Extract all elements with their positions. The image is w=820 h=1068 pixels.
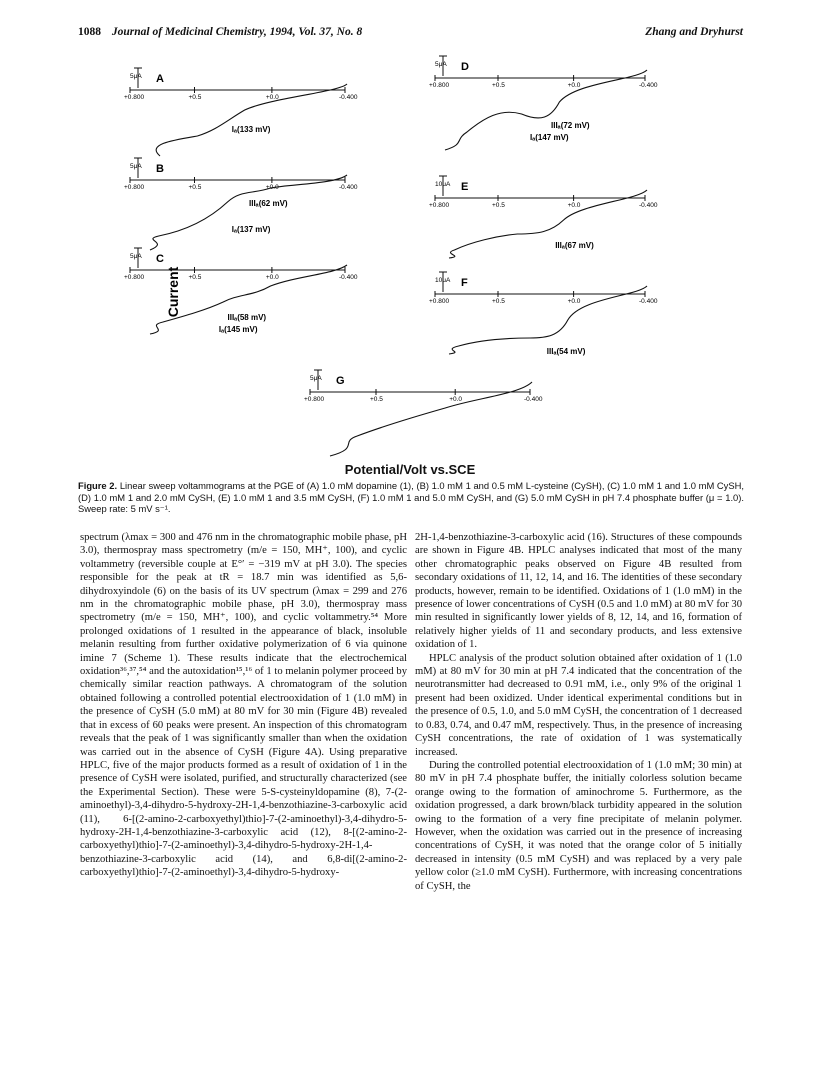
panel-label: B xyxy=(156,163,164,175)
scale-label: 10μA xyxy=(435,181,451,188)
panels-group xyxy=(124,56,658,456)
voltammogram-figure-svg xyxy=(120,48,730,460)
header-left xyxy=(78,26,362,38)
tick-label: -0.400 xyxy=(639,298,658,305)
tick-label: +0.0 xyxy=(265,274,279,281)
voltammogram-panel xyxy=(124,248,358,334)
page-header xyxy=(78,26,743,42)
panel-label: D xyxy=(461,61,469,73)
voltammogram-panel xyxy=(304,370,543,456)
page-number: 1088 xyxy=(78,26,101,38)
tick-label: +0.800 xyxy=(429,82,450,89)
tick-label: +0.0 xyxy=(567,82,581,89)
voltammogram-curve xyxy=(449,286,647,354)
panel-label: G xyxy=(336,375,345,387)
body-column-left xyxy=(80,531,407,880)
tick-label: +0.5 xyxy=(492,298,505,305)
scale-label: 10μA xyxy=(435,277,451,284)
tick-label: -0.400 xyxy=(339,184,358,191)
tick-label: +0.5 xyxy=(492,82,505,89)
y-axis-label: Current xyxy=(165,266,181,318)
scale-label: 5μA xyxy=(130,73,142,80)
tick-label: +0.800 xyxy=(429,298,450,305)
peak-label: IIIₐ(54 mV) xyxy=(546,347,586,356)
tick-label: -0.400 xyxy=(524,396,543,403)
voltammogram-figure xyxy=(120,48,730,460)
voltammogram-panel xyxy=(124,158,358,250)
body-paragraph: 2H-1,4-benzothiazine-3-carboxylic acid (16). Structures of these compounds are shown in Figure 4B. HPLC analyses indicated that most of the many other chromatographic peaks observed on Figure 4B resulted from secondary oxidations of 11, 12, 14, and 16. The identities of these secondary products, however, remain to be identified. Oxidations of 1 (1.0 mM) in the presence of lower concentrations of CySH (0.5 and 1.0 mM) at 80 mV for 30 min resulted in significantly lower yields of 8, 12, 14, and 16, formation of relatively higher yields of 11 and secondary products, and less extensive oxidation of 1. xyxy=(415,532,742,651)
peak-label: IIIₐ(67 mV) xyxy=(555,241,594,250)
body-paragraph: During the controlled potential electrooxidation of 1 (1.0 mM; 30 min) at 80 mV in pH 7.4 phosphate buffer, the initially colorless solution became orange owing to the formation of aminochrome 5. Furthermore, as the oxidation progressed, a dark brown/black turbidity appeared in the solution owing to the formation of a very fine precipitate of melanin polymer. However, when the oxidation was carried out in the presence of increasing concentrations of CySH, it was noted that the orange color of 5 initially decreased in intensity (0.5 mM CySH) and was replaced by a very pale yellow color (≥1.0 mM CySH). Furthermore, with increasing concentrations of CySH, the xyxy=(415,759,742,892)
voltammogram-curve xyxy=(449,190,647,258)
voltammogram-curve xyxy=(330,382,532,456)
voltammogram-panel xyxy=(429,272,658,356)
caption-text: Linear sweep voltammograms at the PGE of (A) 1.0 mM dopamine (1), (B) 1.0 mM 1 and 0.5 mM L-cysteine (CySH), (C) 1.0 mM 1 and 1.0 mM CySH, (D) 1.0 mM 1 and 2.0 mM CySH, (E) 1.0 mM 1 and 3.5 mM CySH, (F) 1.0 mM 1 and 5.0 mM CySH, and (G) 5.0 mM CySH in pH 7.4 phosphate buffer (μ = 1.0). Sweep rate: 5 mV s⁻¹. xyxy=(78,480,745,514)
tick-label: +0.0 xyxy=(265,184,279,191)
panel-label: C xyxy=(156,253,164,265)
figure-caption xyxy=(78,480,744,515)
body-column-right xyxy=(415,531,742,893)
tick-label: +0.5 xyxy=(188,184,202,191)
tick-label: +0.0 xyxy=(449,396,463,403)
tick-label: +0.0 xyxy=(567,202,581,209)
voltammogram-panel xyxy=(429,56,658,150)
peak-label: Iₐ(147 mV) xyxy=(530,133,569,142)
voltammogram-curve xyxy=(150,175,347,250)
caption-label: Figure 2. xyxy=(78,480,118,491)
panel-label: F xyxy=(461,277,468,289)
tick-label: +0.800 xyxy=(124,94,145,101)
scale-label: 5μA xyxy=(435,61,447,68)
scale-label: 5μA xyxy=(310,375,322,382)
voltammogram-panel xyxy=(124,68,358,156)
scale-label: 5μA xyxy=(130,253,142,260)
tick-label: +0.5 xyxy=(188,94,202,101)
journal-citation: Journal of Medicinal Chemistry, 1994, Vol. 37, No. 8 xyxy=(111,26,363,38)
voltammogram-panel xyxy=(429,176,658,258)
peak-label: IIIₐ(58 mV) xyxy=(227,313,267,322)
tick-label: +0.0 xyxy=(265,94,279,101)
tick-label: +0.800 xyxy=(124,274,145,281)
tick-label: +0.800 xyxy=(429,202,450,209)
peak-label: Iₐ(133 mV) xyxy=(231,125,271,134)
figure-x-axis-title: Potential/Volt vs.SCE xyxy=(344,462,476,477)
body-paragraph: HPLC analysis of the product solution obtained after oxidation of 1 (1.0 mM) at 80 mV for 30 min at pH 7.4 indicated that the concentration of the neurotransmitter had decreased to 0.91 mM, i.e., only 9% of the original 1 present had been oxidized. Under identical experimental conditions but in the presence of 0.5, 1.0, and 5.0 mM CySH, the concentration of 1 decreased to 0.83, 0.74, and 0.47 mM, respectively. Thus, in the presence of increasing CySH concentrations, the rate of oxidation of 1 was systematically increased. xyxy=(415,652,742,758)
tick-label: +0.5 xyxy=(188,274,202,281)
peak-label: Iₐ(145 mV) xyxy=(218,325,258,334)
peak-label: IIIₐ(72 mV) xyxy=(551,121,590,130)
peak-label: IIIₐ(62 mV) xyxy=(249,199,288,208)
tick-label: +0.800 xyxy=(304,396,325,403)
tick-label: +0.800 xyxy=(124,184,145,191)
tick-label: -0.400 xyxy=(339,274,358,281)
panel-label: E xyxy=(461,181,469,193)
tick-label: +0.5 xyxy=(370,396,383,403)
tick-label: +0.0 xyxy=(567,298,581,305)
tick-label: -0.400 xyxy=(639,82,658,89)
panel-label: A xyxy=(156,73,164,85)
tick-label: +0.5 xyxy=(492,202,505,209)
voltammogram-curve xyxy=(156,84,347,156)
tick-label: -0.400 xyxy=(339,94,358,101)
body-paragraph: spectrum (λmax = 300 and 476 nm in the chromatographic mobile phase, pH 3.0), thermospray mass spectrometry (m/e = 150, MH⁺, 100), and cyclic voltammetry (reversible couple at E°′ = −319 mV at pH 3.0). The species responsible for the peak at tR = 18.7 min was identified as 5,6-dihydroxyindole (6) on the basis of its UV spectrum (λmax = 299 and 276 nm in the chromatographic mobile phase, pH 3.0), thermospray mass spectrometry (m/e = 150, MH⁺, 100), and cyclic voltammetry.⁵⁴ More prolonged oxidations of 1 resulted in the appearance of black, insoluble melanin resulting from further oxidative polymerization of 6 via quinone imine 7 (Scheme 1). These results indicate that the electrochemical oxidation³⁶,³⁷,⁵⁴ and the autoxidation¹⁵,¹⁶ of 1 to melanin polymer proceed by chemically similar reaction pathways. A chromatogram of the solution obtained following a controlled potential electrooxidation of 1 (1.0 mM) in the presence of CySH (5.0 mM) at 80 mV for 30 min (Figure 4B) revealed that in excess of 60 peaks were present. An inspection of this chromatogram reveals that the peak of 1 was significantly smaller than when the oxidation was carried out in the absence of CySH (Figure 4A). Using preparative HPLC, five of the major products formed as a result of oxidation of 1 in the presence of CySH were isolated, purified, and structurally characterized (see the Experimental Section). These were 5-S-cysteinyldopamine (8), 7-(2-aminoethyl)-3,4-dihydro-5-hydroxy-2H-1,4-benzothiazine-3-carboxylic acid (11), 6-[(2-amino-2-carboxyethyl)thio]-7-(2-aminoethyl)-3,4-dihydro-5-hydroxy-2H-1,4-benzothiazine-3-carboxylic acid (12), 8-[(2-amino-2-carboxyethyl)thio]-7-(2-aminoethyl)-3,4-dihydro-5-hydroxy-2H-1,4-benzothiazine-3-carboxylic acid (14), and 6,8-di[(2-amino-2-carboxyethyl)thio]-7-(2-aminoethyl)-3,4-dihydro-5-hydroxy- xyxy=(80,532,407,879)
peak-label: Iₐ(137 mV) xyxy=(231,225,271,234)
tick-label: -0.400 xyxy=(639,202,658,209)
running-authors: Zhang and Dryhurst xyxy=(645,26,743,38)
scale-label: 5μA xyxy=(130,163,142,170)
